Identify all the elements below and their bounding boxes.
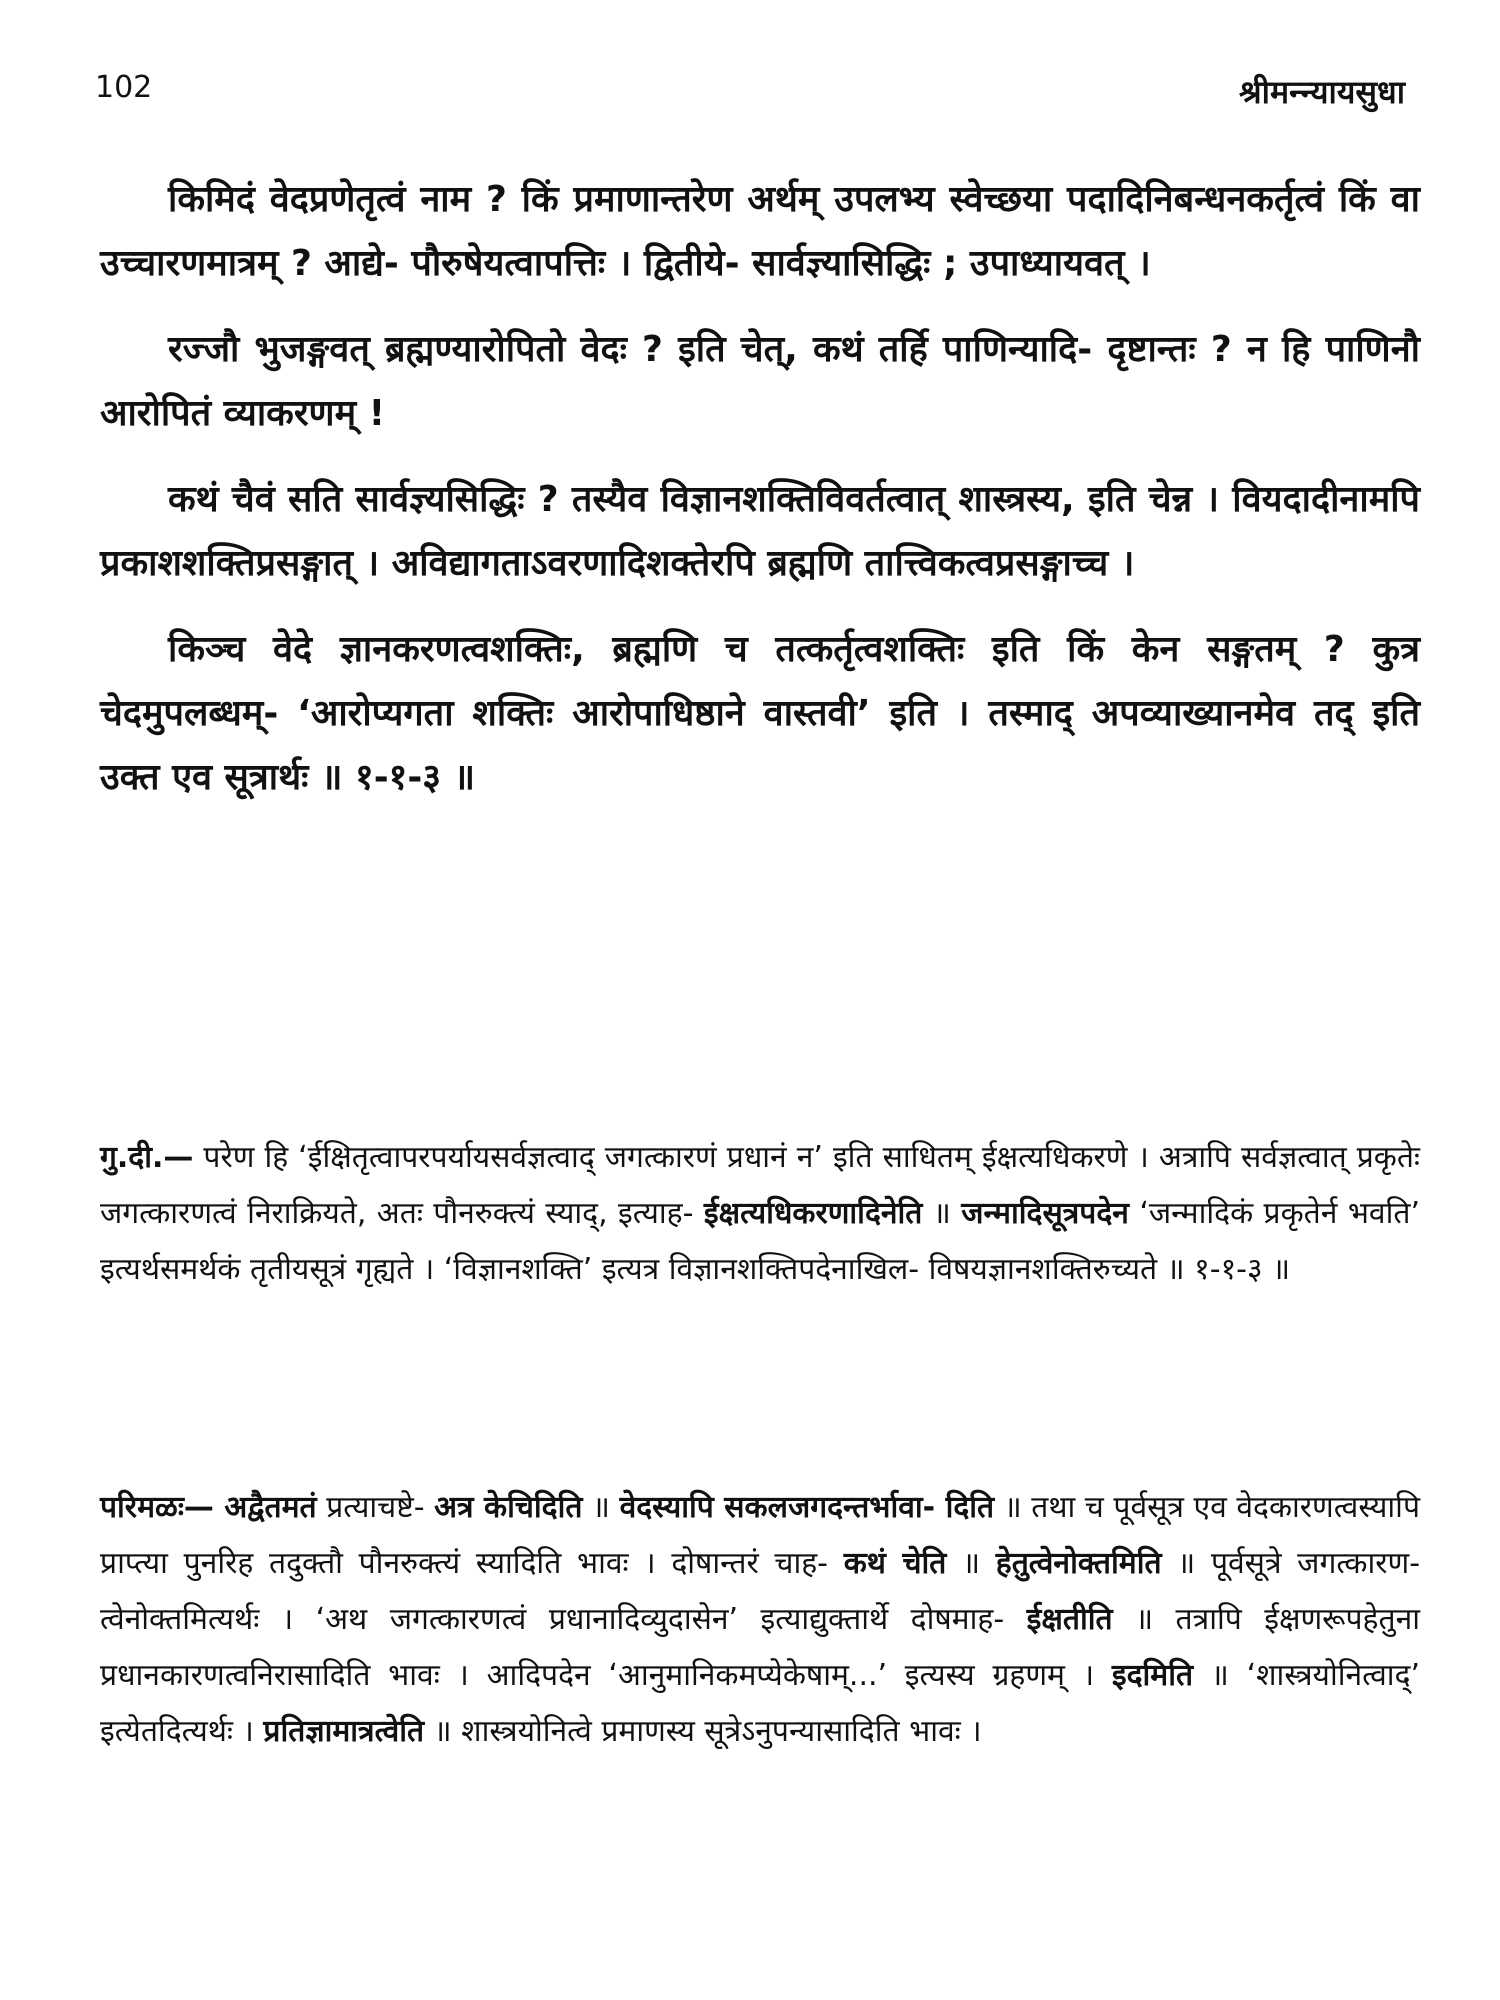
page-header [95, 70, 1405, 120]
gudi-paragraph: गु.दी.— परेण हि ‘ईक्षितृत्वापरपर्यायसर्वज्ञत्वाद् जगत्कारणं प्रधानं न’ इति साधितम् ईक्षत्यधिकरणे । अत्रापि सर्वज्ञत्वात् प्रकृतेः जगत्कारणत्वं निराक्रियते, अतः पौनरुक्त्यं स्याद्, इत्याह- ईक्षत्यधिकरणादिनेति ॥ जन्मादिसूत्रपदेन ‘जन्मादिकं प्रकृतेर्न भवति’ इत्यर्थसमर्थकं तृतीयसूत्रं गृह्यते । ‘विज्ञानशक्ति’ इत्यत्र विज्ञानशक्तिपदेनाखिल- विषयज्ञानशक्तिरुच्यते ॥ १-१-३ ॥ [100, 1140, 1421, 1287]
main-paragraph-2: रज्जौ भुजङ्गवत् ब्रह्मण्यारोपितो वेदः ? इति चेत्, कथं तर्हि पाणिन्यादि- दृष्टान्तः ? न हि पाणिनौ आरोपितं व्याकरणम् ! [100, 329, 1420, 434]
gudi-commentary [100, 1130, 1420, 1298]
main-paragraph-4: किञ्च वेदे ज्ञानकरणत्वशक्तिः, ब्रह्मणि च तत्कर्तृत्वशक्तिः इति किं केन सङ्गतम् ? कुत्र चेदमुपलब्धम्- ‘आरोप्यगता शक्तिः आरोपाधिष्ठाने वास्तवी’ इति । तस्माद् अपव्याख्यानमेव तद् इति उक्त एव सूत्रार्थः ॥ १-१-३ ॥ [100, 629, 1420, 798]
gudi-label: गु.दी.— [100, 1140, 194, 1175]
parimala-commentary [100, 1480, 1420, 1760]
main-paragraph-3: कथं चैवं सति सार्वज्ञ्यसिद्धिः ? तस्यैव विज्ञानशक्तिविवर्तत्वात् शास्त्रस्य, इति चेन्न । वियदादीनामपि प्रकाशशक्तिप्रसङ्गात् । अविद्यागताऽवरणादिशक्तेरपि ब्रह्मणि तात्त्विकत्वप्रसङ्गाच्च । [100, 479, 1420, 584]
main-text [100, 168, 1420, 810]
running-title: श्रीमन्न्यायसुधा [1239, 73, 1405, 111]
main-paragraph-1: किमिदं वेदप्रणेतृत्वं नाम ? किं प्रमाणान्तरेण अर्थम् उपलभ्य स्वेच्छया पदादिनिबन्धनकर्तृत्वं किं वा उच्चारणमात्रम् ? आद्ये- पौरुषेयत्वापत्तिः । द्वितीये- सार्वज्ञ्यासिद्धिः ; उपाध्यायवत् । [100, 179, 1420, 284]
parimala-paragraph: परिमळः— अद्वैतमतं प्रत्याचष्टे- अत्र केचिदिति ॥ वेदस्यापि सकलजगदन्तर्भावा- दिति ॥ तथा च पूर्वसूत्र एव वेदकारणत्वस्यापि प्राप्त्या पुनरिह तदुक्तौ पौनरुक्त्यं स्यादिति भावः । दोषान्तरं चाह- कथं चेति ॥ हेतुत्वेनोक्तमिति ॥ पूर्वसूत्रे जगत्कारण- त्वेनोक्तमित्यर्थः । ‘अथ जगत्कारणत्वं प्रधानादिव्युदासेन’ इत्याद्युक्तार्थे दोषमाह- ईक्षतीति ॥ तत्रापि ईक्षणरूपहेतुना प्रधानकारणत्वनिरासादिति भावः । आदिपदेन ‘आनुमानिकमप्येकेषाम्...’ इत्यस्य ग्रहणम् । इदमिति ॥ ‘शास्त्रयोनित्वाद्’ इत्येतदित्यर्थः । प्रतिज्ञामात्रत्वेति ॥ शास्त्रयोनित्वे प्रमाणस्य सूत्रेऽनुपन्यासादिति भावः । [100, 1490, 1421, 1749]
page-number: 102 [95, 70, 153, 105]
parimala-label: परिमळः— [100, 1490, 214, 1525]
